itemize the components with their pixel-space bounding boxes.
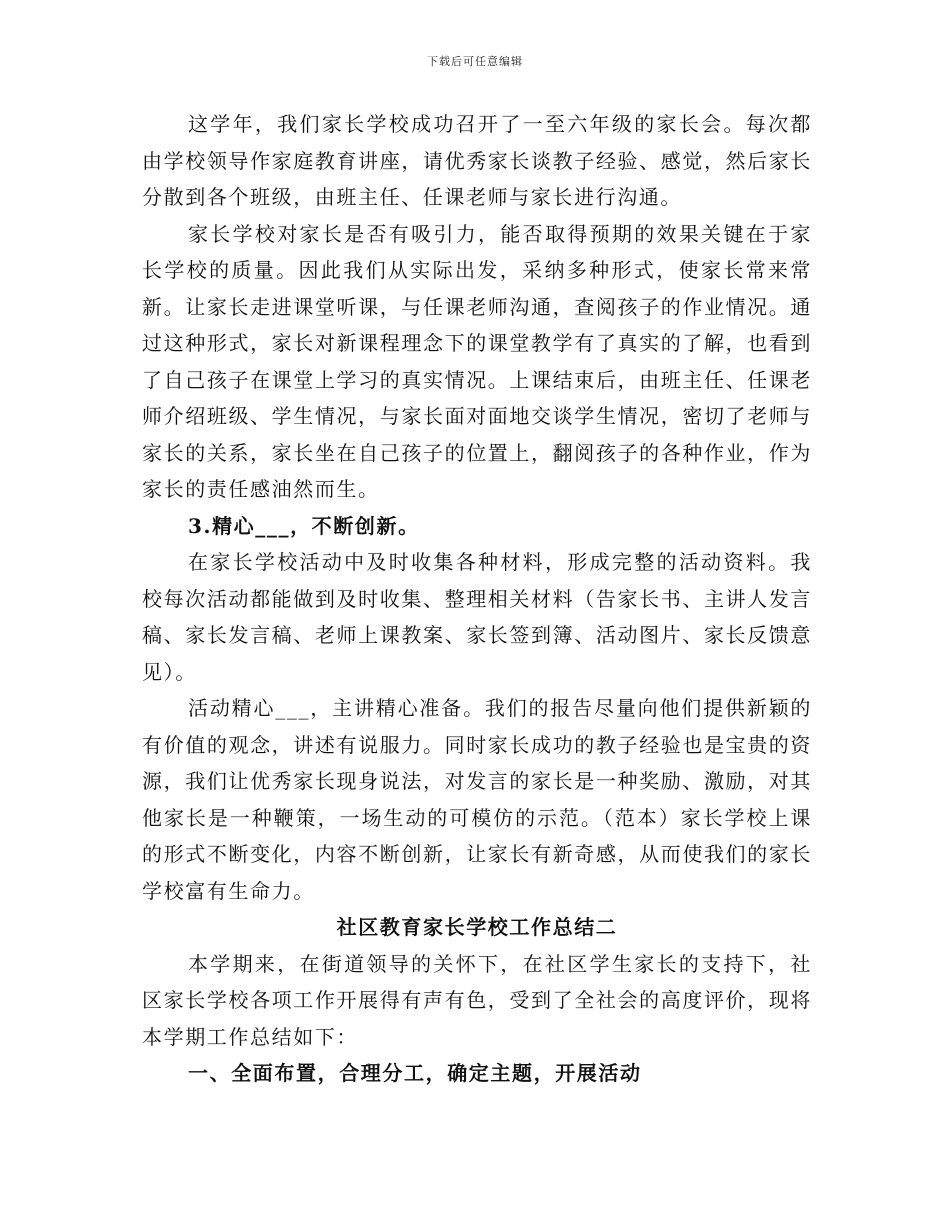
heading-careful-innovation: 3.精心___，不断创新。 bbox=[188, 513, 420, 538]
paragraph-material-collection: 在家长学校活动中及时收集各种材料，形成完整的活动资料。我校每次活动都能做到及时收集、整理相关材料（告家长书、主讲人发言稿、家长发言稿、老师上课教案、家长签到簿、活动图片、家长反馈意见）。 bbox=[142, 550, 812, 684]
heading-section-one: 一、全面布置，合理分工，确定主题，开展活动 bbox=[188, 1061, 642, 1085]
document-body bbox=[142, 106, 812, 1092]
section-title: 社区教育家长学校工作总结二 bbox=[336, 915, 618, 939]
paragraph-school-quality: 家长学校对家长是否有吸引力，能否取得预期的效果关键在于家长学校的质量。因此我们从实际出发，采纳多种形式，使家长常来常新。让家长走进课堂听课，与任课老师沟通，查阅孩子的作业情况。通过这种形式，家长对新课程理念下的课堂教学有了真实的了解，也看到了自己孩子在课堂上学习的真实情况。上课结束后，由班主任、任课老师介绍班级、学生情况，与家长面对面地交谈学生情况，密切了老师与家长的关系，家长坐在自己孩子的位置上，翻阅孩子的各种作业，作为家长的责任感油然而生。 bbox=[142, 221, 812, 501]
paragraph-parent-meetings: 这学年，我们家长学校成功召开了一至六年级的家长会。每次都由学校领导作家庭教育讲座，请优秀家长谈教子经验、感觉，然后家长分散到各个班级，由班主任、任课老师与家长进行沟通。 bbox=[142, 112, 812, 209]
paragraph-activity-preparation: 活动精心___，主讲精心准备。我们的报告尽量向他们提供新颖的有价值的观念，讲述有说服力。同时家长成功的教子经验也是宝贵的资源，我们让优秀家长现身说法，对发言的家长是一种奖励、激励，对其他家长是一种鞭策，一场生动的可模仿的示范。（范本）家长学校上课的形式不断变化，内容不断创新，让家长有新奇感，从而使我们的家长学校富有生命力。 bbox=[142, 696, 812, 903]
paragraph-semester-intro: 本学期来，在街道领导的关怀下，在社区学生家长的支持下，社区家长学校各项工作开展得有声有色，受到了全社会的高度评价，现将本学期工作总结如下： bbox=[142, 951, 812, 1049]
page-header-note: 下载后可任意编辑 bbox=[427, 55, 523, 68]
